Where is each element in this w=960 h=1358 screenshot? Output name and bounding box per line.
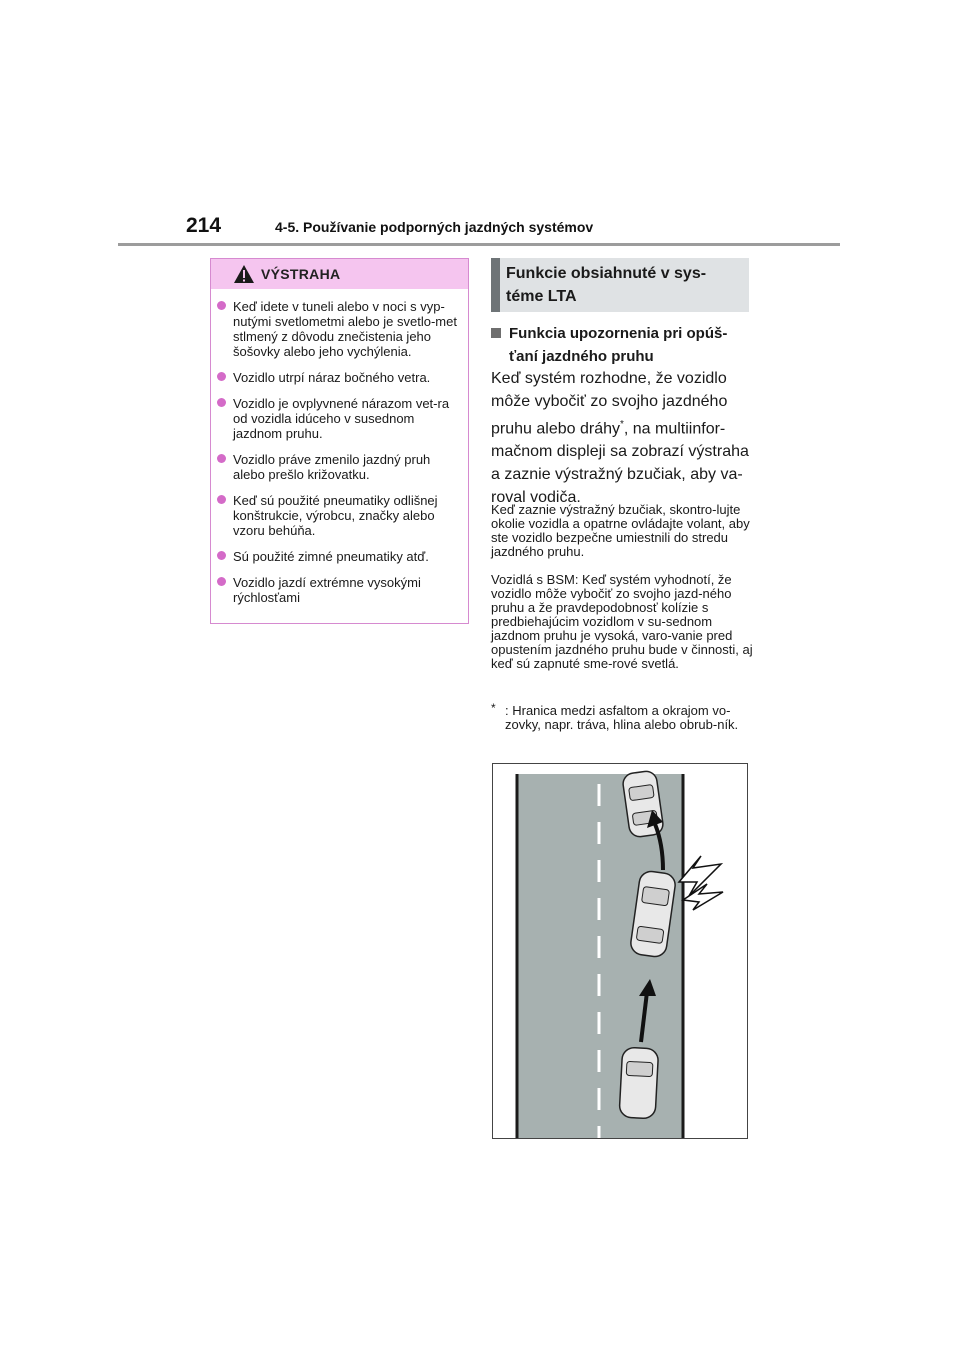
list-item-text: Keď idete v tuneli alebo v noci s vyp-nutými svetlometmi alebo je svetlo-met stlmený z dôvodu znečistenia jeho šošovky alebo jeho vychýlenia.: [233, 299, 457, 359]
list-item-text: Vozidlo jazdí extrémne vysokými rýchlosťami: [233, 575, 421, 605]
paragraph-1: Keď zaznie výstražný bzučiak, skontro-lujte okolie vozidla a opatrne ovládajte volant, aby ste vozidlo bezpečne umiestnili do stredu jazdného pruhu.: [491, 502, 750, 559]
warning-box: [210, 258, 469, 624]
lead-paragraph: [491, 367, 753, 509]
section-box-bar: [491, 258, 500, 312]
list-item: [217, 452, 460, 482]
list-item: [217, 396, 460, 441]
list-item: [217, 299, 460, 359]
bullet-dot-icon: [217, 551, 226, 560]
list-item: [217, 549, 460, 564]
lead-footnote-mark: *: [619, 419, 624, 430]
subheading-text: Funkcia upozornenia pri opúš-ťaní jazdného pruhu: [509, 325, 728, 365]
lead-text-b: , na multiinfor-mačnom displeji sa zobrazí výstraha a zaznie výstražný bzučiak, aby va-roval vodiča.: [491, 420, 749, 507]
list-item-text: Keď sú použité pneumatiky odlišnej konštrukcie, výrobcu, značky alebo vzoru behúňa.: [233, 493, 438, 538]
footnote-mark: *: [491, 701, 496, 715]
warning-triangle-icon: [233, 264, 255, 284]
header-rule: [118, 243, 840, 246]
illustration-svg: [493, 764, 747, 1138]
list-item: [217, 493, 460, 538]
list-item-text: Vozidlo utrpí náraz bočného vetra.: [233, 370, 431, 385]
section-title: 4-5. Používanie podporných jazdných systémov: [275, 219, 594, 235]
warning-list: [211, 289, 468, 605]
warning-header: [211, 259, 468, 289]
square-bullet-icon: [491, 328, 501, 338]
warning-title: VÝSTRAHA: [261, 266, 341, 282]
bullet-dot-icon: [217, 454, 226, 463]
lead-text-a: Keď systém rozhodne, že vozidlo môže vybočiť zo svojho jazdného pruhu alebo dráhy: [491, 370, 728, 438]
list-item: [217, 370, 460, 385]
paragraph-2: Vozidlá s BSM: Keď systém vyhodnotí, že vozidlo môže vybočiť zo svojho jazd-ného pruhu a že pravdepodobnosť kolízie s predbiehajúcim vozidlom v su-sednom jazdnom pruhu je vysoká, varo-vanie pred opustením jazdného pruhu bude v činnosti, aj keď sú zapnuté sme-rové svetlá.: [491, 572, 753, 671]
footnote: [491, 701, 753, 732]
footnote-text: : Hranica medzi asfaltom a okrajom vo-zovky, napr. tráva, hlina alebo obrub-ník.: [505, 703, 739, 732]
bullet-dot-icon: [217, 577, 226, 586]
section-box-header: [491, 258, 749, 312]
lane-departure-illustration: [492, 763, 748, 1139]
bullet-dot-icon: [217, 495, 226, 504]
subheading: [491, 322, 751, 368]
list-item: [217, 575, 460, 605]
list-item-text: Vozidlo je ovplyvnené nárazom vet-ra od vozidla idúceho v susednom jazdnom pruhu.: [233, 396, 450, 441]
bullet-dot-icon: [217, 398, 226, 407]
section-box-title: Funkcie obsiahnuté v sys-téme LTA: [506, 265, 707, 305]
list-item-text: Sú použité zimné pneumatiky atď.: [233, 549, 429, 564]
page-number: 214: [186, 214, 222, 237]
list-item-text: Vozidlo práve zmenilo jazdný pruh alebo prešlo križovatku.: [233, 452, 431, 482]
bullet-dot-icon: [217, 301, 226, 310]
bullet-dot-icon: [217, 372, 226, 381]
car-icon: [619, 1047, 659, 1119]
lightning-icon: [679, 856, 723, 910]
